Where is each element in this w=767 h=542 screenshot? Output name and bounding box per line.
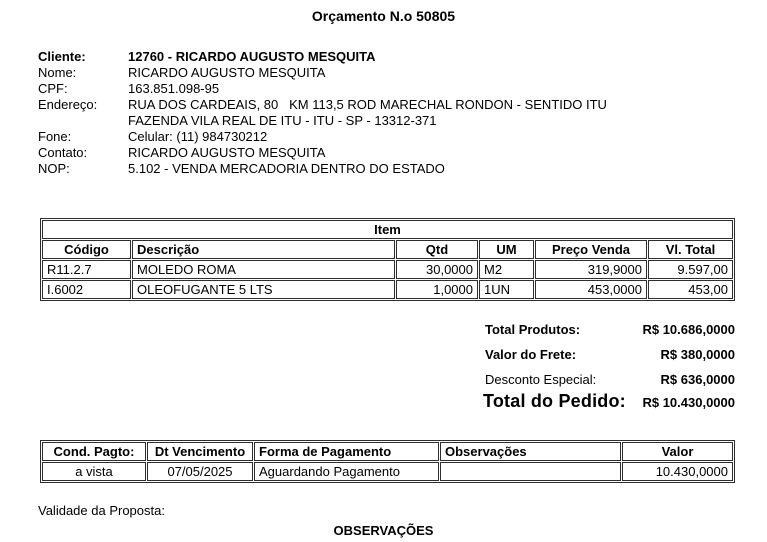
field-value: RICARDO AUGUSTO MESQUITA bbox=[128, 65, 326, 80]
client-field-nome bbox=[38, 65, 757, 81]
page-title: Orçamento N.o 50805 bbox=[311, 8, 456, 24]
cell-vl-total: 9.597,00 bbox=[648, 260, 733, 279]
item-row bbox=[42, 280, 733, 299]
valor-frete-label: Valor do Frete: bbox=[485, 347, 577, 362]
valor-frete-value: R$ 380,0000 bbox=[660, 347, 735, 362]
desconto-especial-row bbox=[485, 372, 735, 388]
client-field-endereco bbox=[38, 97, 757, 129]
field-value: 5.102 - VENDA MERCADORIA DENTRO DO ESTADO bbox=[128, 161, 445, 176]
cell-codigo: I.6002 bbox=[42, 280, 131, 299]
cell-um: 1UN bbox=[479, 280, 534, 299]
payment-row bbox=[42, 462, 733, 481]
client-field-nop bbox=[38, 161, 757, 177]
address-line-1: RUA DOS CARDEAIS, 80 KM 113,5 ROD MARECHAL RONDON - SENTIDO ITU bbox=[128, 97, 607, 112]
validade-proposta-label: Validade da Proposta: bbox=[38, 503, 165, 518]
field-label: NOP: bbox=[38, 161, 70, 176]
cell-um: M2 bbox=[479, 260, 534, 279]
cell-vl-total: 453,00 bbox=[648, 280, 733, 299]
payment-table bbox=[40, 440, 735, 483]
cell-cond-pagto: a vista bbox=[42, 462, 146, 481]
field-label: Fone: bbox=[38, 129, 72, 144]
total-produtos-value: R$ 10.686,0000 bbox=[642, 322, 735, 337]
items-group-header: Item bbox=[42, 220, 733, 239]
col-header-dt-vencimento: Dt Vencimento bbox=[147, 442, 253, 461]
total-pedido-value: R$ 10.430,0000 bbox=[642, 395, 735, 410]
field-value: 163.851.098-95 bbox=[128, 81, 220, 96]
client-field-contato bbox=[38, 145, 757, 161]
cell-descricao: MOLEDO ROMA bbox=[132, 260, 395, 279]
total-produtos-label: Total Produtos: bbox=[485, 322, 581, 337]
valor-frete-row bbox=[485, 347, 735, 363]
field-value: RICARDO AUGUSTO MESQUITA bbox=[128, 145, 326, 160]
cell-preco-venda: 453,0000 bbox=[535, 280, 647, 299]
cell-valor: 10.430,0000 bbox=[622, 462, 733, 481]
field-label: CPF: bbox=[38, 81, 68, 96]
field-value: 12760 - RICARDO AUGUSTO MESQUITA bbox=[128, 49, 376, 64]
col-header-descricao: Descrição bbox=[132, 240, 395, 259]
col-header-valor: Valor bbox=[622, 442, 733, 461]
address-line-2: FAZENDA VILA REAL DE ITU - ITU - SP - 13312-371 bbox=[128, 113, 437, 128]
total-pedido-row bbox=[483, 391, 735, 412]
desconto-especial-value: R$ 636,0000 bbox=[660, 372, 735, 387]
client-field-fone bbox=[38, 129, 757, 145]
cell-forma-pagamento: Aguardando Pagamento bbox=[254, 462, 439, 481]
col-header-cond-pagto: Cond. Pagto: bbox=[42, 442, 146, 461]
items-table bbox=[40, 218, 735, 301]
col-header-observacoes: Observações bbox=[440, 442, 621, 461]
col-header-qtd: Qtd bbox=[396, 240, 478, 259]
observacoes-title: OBSERVAÇÕES bbox=[333, 523, 434, 538]
field-label: Endereço: bbox=[38, 97, 98, 112]
items-header-row bbox=[42, 240, 733, 259]
total-produtos-row bbox=[485, 322, 735, 338]
field-label: Cliente: bbox=[38, 49, 86, 64]
col-header-codigo: Código bbox=[42, 240, 131, 259]
field-label: Nome: bbox=[38, 65, 77, 80]
cell-qtd: 30,0000 bbox=[396, 260, 478, 279]
cell-codigo: R11.2.7 bbox=[42, 260, 131, 279]
client-field-cpf bbox=[38, 81, 757, 97]
desconto-especial-label: Desconto Especial: bbox=[485, 372, 597, 387]
col-header-preco-venda: Preço Venda bbox=[535, 240, 647, 259]
field-label: Contato: bbox=[38, 145, 88, 160]
client-field-cliente bbox=[38, 49, 757, 65]
cell-observacoes bbox=[440, 462, 621, 481]
col-header-forma-pagamento: Forma de Pagamento bbox=[254, 442, 439, 461]
col-header-um: UM bbox=[479, 240, 534, 259]
field-value: Celular: (11) 984730212 bbox=[128, 129, 268, 144]
item-row bbox=[42, 260, 733, 279]
col-header-vl-total: Vl. Total bbox=[648, 240, 733, 259]
cell-preco-venda: 319,9000 bbox=[535, 260, 647, 279]
client-info-block bbox=[38, 49, 757, 177]
total-pedido-label: Total do Pedido: bbox=[483, 391, 626, 411]
items-group-header-row bbox=[42, 220, 733, 239]
cell-dt-vencimento: 07/05/2025 bbox=[147, 462, 253, 481]
cell-descricao: OLEOFUGANTE 5 LTS bbox=[132, 280, 395, 299]
cell-qtd: 1,0000 bbox=[396, 280, 478, 299]
payment-header-row bbox=[42, 442, 733, 461]
field-value bbox=[128, 97, 757, 129]
